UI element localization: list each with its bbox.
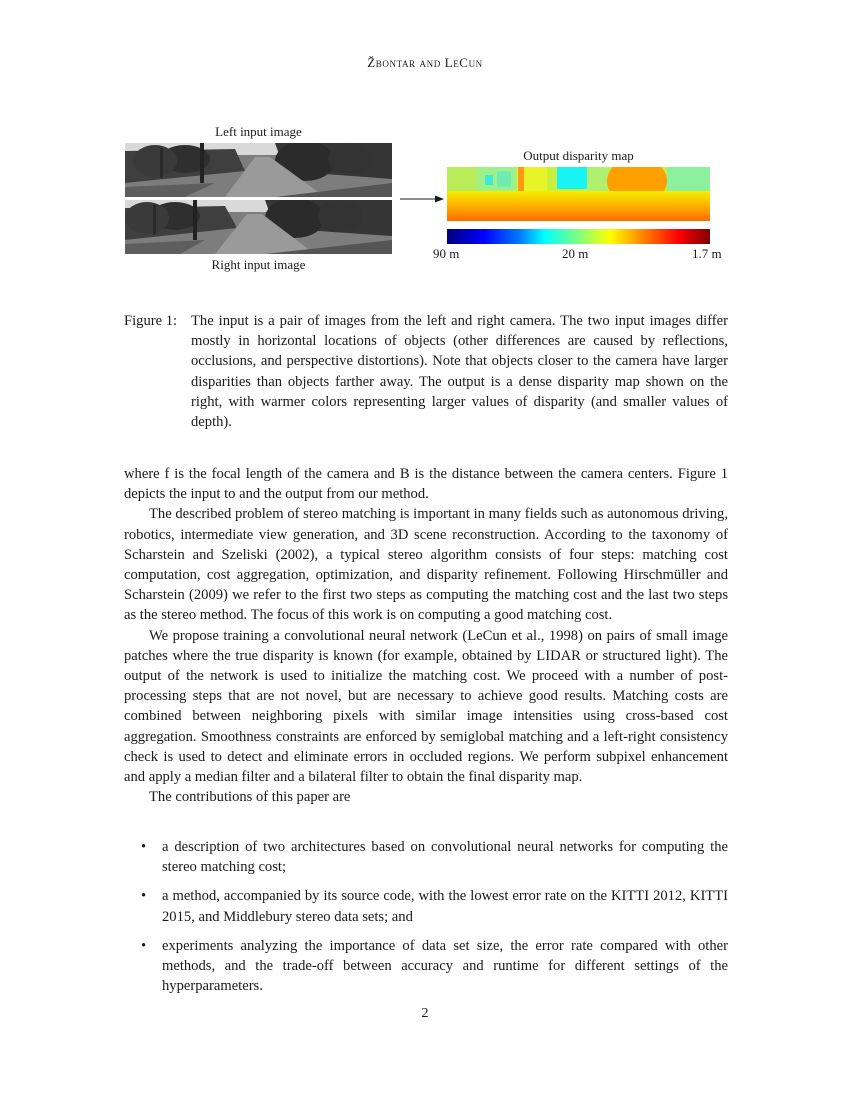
figure-caption xyxy=(124,311,728,432)
colorbar-tick-far: 90 m xyxy=(433,246,460,261)
bullet-icon: • xyxy=(141,888,147,905)
running-head: Žbontar and LeCun xyxy=(367,55,483,70)
right-image-label: Right input image xyxy=(211,257,306,272)
output-disparity-map xyxy=(447,167,710,221)
bullet-icon: • xyxy=(141,839,147,855)
list-item xyxy=(124,936,728,997)
colorbar-tick-mid: 20 m xyxy=(562,246,589,261)
paragraph-4: The contributions of this paper are xyxy=(149,789,351,806)
contributions-list xyxy=(124,837,728,1005)
paragraph-2: The described problem of stereo matching is important in many fields such as autonomous driving, robotics, intermediate view generation, and 3D scene reconstruction. According to the taxonomy of Scharstein and Szeliski (2002), a typical stereo algorithm consists of four steps: matching cost computation, cost aggregation, optimization, and disparity refinement. Following Hirschmüller and Scharstein (2009) we refer to the first two steps as computing the matching cost and the last two steps as the stereo method. The focus of this work is on computing a good matching cost. xyxy=(124,506,728,624)
caption-label: Figure 1: xyxy=(124,313,178,329)
list-item xyxy=(124,837,728,877)
caption-text: The input is a pair of images from the left and right camera. The two input images differ mostly in horizontal locations of objects (other differences are caused by reflections, occlusions, and perspective distortions). Note that objects closer to the camera have larger disparities than objects farther away. The output is a dense disparity map shown on the right, with warmer colors representing larger values of disparity (and smaller values of depth). xyxy=(191,313,728,431)
output-map-label: Output disparity map xyxy=(523,148,634,163)
list-item-text: a description of two architectures based on convolutional neural networks for computing the stereo matching cost; xyxy=(162,839,728,876)
list-item xyxy=(124,886,728,926)
left-input-image xyxy=(125,143,392,197)
left-image-label: Left input image xyxy=(215,124,302,139)
colorbar xyxy=(447,229,710,244)
list-item-text: a method, accompanied by its source code, with the lowest error rate on the KITTI 2012, KITTI 2015, and Middlebury stereo data sets; and xyxy=(162,888,728,925)
arrow-right-icon xyxy=(399,194,445,204)
paragraph-1: where f is the focal length of the camera and B is the distance between the camera centers. Figure 1 depicts the input to and the output from our method. xyxy=(124,466,728,503)
list-item-text: experiments analyzing the importance of data set size, the error rate compared with other methods, and the trade-off between accuracy and runtime for different settings of the hyperparameters. xyxy=(162,937,728,995)
page-number: 2 xyxy=(421,1006,429,1021)
paragraph-3: We propose training a convolutional neural network (LeCun et al., 1998) on pairs of small image patches where the true disparity is known (for example, obtained by LIDAR or structured light). The output of the network is used to initialize the matching cost. We proceed with a number of post-processing steps that are not novel, but are necessary to achieve good results. Matching costs are combined between neighboring pixels with similar image intensities using cross-based cost aggregation. Smoothness constraints are enforced by semiglobal matching and a left-right consistency check is used to detect and eliminate errors in occluded regions. We perform subpixel enhancement and apply a median filter and a bilateral filter to obtain the final disparity map. xyxy=(124,627,728,786)
right-input-image xyxy=(125,200,392,254)
colorbar-tick-near: 1.7 m xyxy=(692,246,722,261)
bullet-icon: • xyxy=(141,937,147,954)
body-text xyxy=(124,464,728,807)
